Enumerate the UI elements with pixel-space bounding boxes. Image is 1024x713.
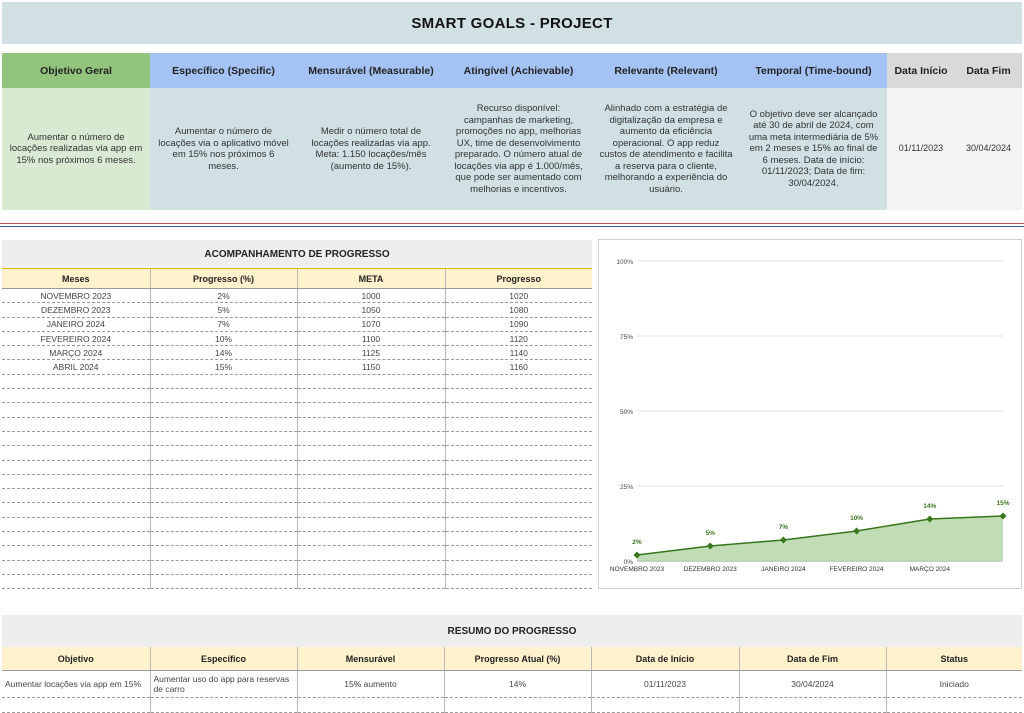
table-cell[interactable]: NOVEMBRO 2023 (2, 289, 150, 303)
empty-cell[interactable] (150, 489, 297, 503)
progress-col-header: Progresso (445, 269, 592, 289)
empty-row (2, 431, 592, 445)
summary-cell[interactable]: 15% aumento (297, 671, 444, 698)
data-label: 10% (850, 515, 864, 522)
table-cell[interactable]: 1050 (297, 303, 445, 317)
summary-col-header: Específico (150, 647, 297, 671)
empty-cell[interactable] (297, 698, 444, 713)
y-tick-label: 50% (619, 409, 633, 416)
empty-cell[interactable] (886, 698, 1022, 713)
empty-cell[interactable] (591, 698, 739, 713)
empty-row (2, 546, 592, 560)
table-cell[interactable]: JANEIRO 2024 (2, 317, 150, 331)
progress-section-title: ACOMPANHAMENTO DE PROGRESSO (2, 240, 592, 268)
smart-value-6: 01/11/2023 (887, 88, 955, 210)
empty-row (2, 489, 592, 503)
progress-chart (598, 239, 1022, 589)
empty-cell[interactable] (150, 698, 297, 713)
area-fill (637, 516, 1003, 561)
empty-cell[interactable] (445, 374, 592, 388)
empty-cell[interactable] (445, 403, 592, 417)
empty-cell[interactable] (297, 560, 445, 574)
progress-col-header: META (297, 269, 445, 289)
x-tick-label: DEZEMBRO 2023 (683, 566, 737, 573)
empty-cell[interactable] (2, 431, 150, 445)
empty-cell[interactable] (297, 517, 445, 531)
table-row (2, 317, 592, 331)
data-label: 2% (632, 539, 642, 546)
summary-empty-row (2, 698, 1022, 713)
empty-row (2, 474, 592, 488)
summary-cell[interactable]: 30/04/2024 (739, 671, 886, 698)
empty-cell[interactable] (2, 532, 150, 546)
empty-cell[interactable] (2, 389, 150, 403)
empty-cell[interactable] (150, 560, 297, 574)
table-cell[interactable]: 1160 (445, 360, 592, 374)
smart-header-6: Data Início (887, 53, 955, 88)
empty-cell[interactable] (150, 460, 297, 474)
smart-header-1: Específico (Specific) (150, 53, 297, 88)
divider-blue (0, 226, 1024, 227)
table-row (2, 303, 592, 317)
empty-cell[interactable] (297, 546, 445, 560)
smart-header-3: Atingível (Achievable) (445, 53, 592, 88)
y-tick-label: 25% (619, 484, 633, 491)
empty-cell[interactable] (445, 532, 592, 546)
table-cell[interactable]: 1070 (297, 317, 445, 331)
summary-col-header: Data de Início (591, 647, 739, 671)
empty-cell[interactable] (150, 574, 297, 588)
summary-col-header: Progresso Atual (%) (444, 647, 591, 671)
summary-cell[interactable]: Aumentar locações via app em 15% (2, 671, 150, 698)
empty-cell[interactable] (297, 460, 445, 474)
empty-cell[interactable] (2, 474, 150, 488)
x-tick-label: MARÇO 2024 (909, 566, 951, 573)
empty-cell[interactable] (445, 546, 592, 560)
smart-header-5: Temporal (Time-bound) (740, 53, 887, 88)
page-title: SMART GOALS - PROJECT (2, 2, 1022, 44)
data-label: 5% (705, 530, 715, 537)
empty-cell[interactable] (2, 460, 150, 474)
empty-cell[interactable] (150, 431, 297, 445)
empty-cell[interactable] (2, 417, 150, 431)
empty-row (2, 560, 592, 574)
empty-row (2, 374, 592, 388)
empty-cell[interactable] (445, 574, 592, 588)
table-row (2, 331, 592, 345)
empty-cell[interactable] (150, 403, 297, 417)
empty-row (2, 403, 592, 417)
table-row (2, 360, 592, 374)
summary-cell[interactable]: Aumentar uso do app para reservas de carro (150, 671, 297, 698)
smart-header-4: Relevante (Relevant) (592, 53, 740, 88)
table-cell[interactable]: 5% (150, 303, 297, 317)
table-cell[interactable]: DEZEMBRO 2023 (2, 303, 150, 317)
empty-row (2, 517, 592, 531)
table-cell[interactable]: 7% (150, 317, 297, 331)
table-cell[interactable]: 1120 (445, 331, 592, 345)
summary-row (2, 671, 1022, 698)
empty-cell[interactable] (2, 560, 150, 574)
x-tick-label: JANEIRO 2024 (761, 566, 806, 573)
empty-row (2, 503, 592, 517)
summary-col-header: Status (886, 647, 1022, 671)
table-cell[interactable]: ABRIL 2024 (2, 360, 150, 374)
table-cell[interactable]: 15% (150, 360, 297, 374)
smart-value-3: Recurso disponível: campanhas de marketing, promoções no app, melhorias UX, time de desenvolvimento preparado. O número atual de locações via app é 1.000/mês, que pode ser aumentado com melhorias e incentivos. (445, 88, 592, 210)
smart-header-7: Data Fim (955, 53, 1022, 88)
summary-table (2, 647, 1022, 713)
empty-cell[interactable] (297, 431, 445, 445)
table-cell[interactable]: 1000 (297, 289, 445, 303)
empty-row (2, 417, 592, 431)
empty-row (2, 446, 592, 460)
empty-cell[interactable] (445, 417, 592, 431)
empty-cell[interactable] (297, 446, 445, 460)
empty-cell[interactable] (297, 403, 445, 417)
empty-cell[interactable] (150, 417, 297, 431)
summary-col-header: Data de Fim (739, 647, 886, 671)
data-label: 7% (778, 524, 789, 531)
empty-cell[interactable] (2, 489, 150, 503)
empty-row (2, 460, 592, 474)
table-cell[interactable]: 1020 (445, 289, 592, 303)
empty-cell[interactable] (2, 698, 150, 713)
empty-cell[interactable] (2, 403, 150, 417)
table-cell[interactable]: 10% (150, 331, 297, 345)
progress-table (2, 268, 592, 589)
empty-cell[interactable] (739, 698, 886, 713)
y-tick-label: 75% (619, 334, 633, 341)
empty-cell[interactable] (150, 546, 297, 560)
empty-cell[interactable] (2, 446, 150, 460)
smart-value-4: Alinhado com a estratégia de digitalização da empresa e aumento da eficiência operacional. O app reduz custos de atendimento e facilita a reserva para o cliente, melhorando a experiência do usuário. (592, 88, 740, 210)
empty-row (2, 389, 592, 403)
empty-cell[interactable] (2, 374, 150, 388)
empty-cell[interactable] (445, 431, 592, 445)
empty-cell[interactable] (445, 517, 592, 531)
table-row (2, 289, 592, 303)
empty-cell[interactable] (445, 560, 592, 574)
y-tick-label: 0% (623, 559, 633, 566)
table-cell[interactable]: 1090 (445, 317, 592, 331)
empty-cell[interactable] (445, 446, 592, 460)
empty-cell[interactable] (297, 389, 445, 403)
empty-cell[interactable] (150, 389, 297, 403)
smart-header-0: Objetivo Geral (2, 53, 150, 88)
x-tick-label: NOVEMBRO 2023 (609, 566, 665, 573)
empty-cell[interactable] (150, 517, 297, 531)
progress-col-header: Meses (2, 269, 150, 289)
empty-cell[interactable] (297, 532, 445, 546)
progress-col-header: Progresso (%) (150, 269, 297, 289)
empty-cell[interactable] (297, 574, 445, 588)
smart-value-1: Aumentar o número de locações via o aplicativo móvel em 15% nos próximos 6 meses. (150, 88, 297, 210)
divider-red (0, 223, 1024, 224)
empty-cell[interactable] (150, 374, 297, 388)
summary-cell[interactable]: 14% (444, 671, 591, 698)
smart-value-2: Medir o número total de locações realizadas via app. Meta: 1.150 locações/mês (aumento de 15%). (297, 88, 445, 210)
empty-cell[interactable] (2, 503, 150, 517)
smart-value-7: 30/04/2024 (955, 88, 1022, 210)
table-cell[interactable]: MARÇO 2024 (2, 346, 150, 360)
empty-cell[interactable] (150, 503, 297, 517)
table-cell[interactable]: 1125 (297, 346, 445, 360)
summary-section-title: RESUMO DO PROGRESSO (2, 615, 1022, 647)
empty-cell[interactable] (297, 503, 445, 517)
empty-cell[interactable] (297, 474, 445, 488)
table-cell[interactable]: 1140 (445, 346, 592, 360)
empty-cell[interactable] (2, 574, 150, 588)
data-label: 15% (996, 500, 1010, 507)
summary-col-header: Mensurável (297, 647, 444, 671)
empty-cell[interactable] (150, 446, 297, 460)
empty-cell[interactable] (150, 474, 297, 488)
smart-header-2: Mensurável (Measurable) (297, 53, 445, 88)
progress-area-chart (599, 240, 1023, 590)
summary-col-header: Objetivo (2, 647, 150, 671)
empty-row (2, 574, 592, 588)
summary-cell[interactable]: 01/11/2023 (591, 671, 739, 698)
empty-row (2, 532, 592, 546)
table-cell[interactable]: 1100 (297, 331, 445, 345)
empty-cell[interactable] (445, 460, 592, 474)
empty-cell[interactable] (2, 546, 150, 560)
x-tick-label: FEVEREIRO 2024 (829, 566, 884, 573)
table-cell[interactable]: 1150 (297, 360, 445, 374)
empty-cell[interactable] (445, 474, 592, 488)
empty-cell[interactable] (297, 374, 445, 388)
table-cell[interactable]: FEVEREIRO 2024 (2, 331, 150, 345)
empty-cell[interactable] (444, 698, 591, 713)
table-cell[interactable]: 1080 (445, 303, 592, 317)
table-cell[interactable]: 14% (150, 346, 297, 360)
summary-cell[interactable]: Iniciado (886, 671, 1022, 698)
empty-cell[interactable] (150, 532, 297, 546)
empty-cell[interactable] (445, 389, 592, 403)
empty-cell[interactable] (297, 489, 445, 503)
table-row (2, 346, 592, 360)
y-tick-label: 100% (616, 259, 633, 266)
data-label: 14% (923, 503, 937, 510)
table-cell[interactable]: 2% (150, 289, 297, 303)
empty-cell[interactable] (2, 517, 150, 531)
smart-value-5: O objetivo deve ser alcançado até 30 de abril de 2024, com uma meta intermediária de 5% em 2 meses e 15% ao final de 6 meses. Data de início: 01/11/2023; Data de fim: 30/04/2024. (740, 88, 887, 210)
smart-value-0: Aumentar o número de locações realizadas via app em 15% nos próximos 6 meses. (2, 88, 150, 210)
empty-cell[interactable] (445, 489, 592, 503)
empty-cell[interactable] (445, 503, 592, 517)
empty-cell[interactable] (297, 417, 445, 431)
